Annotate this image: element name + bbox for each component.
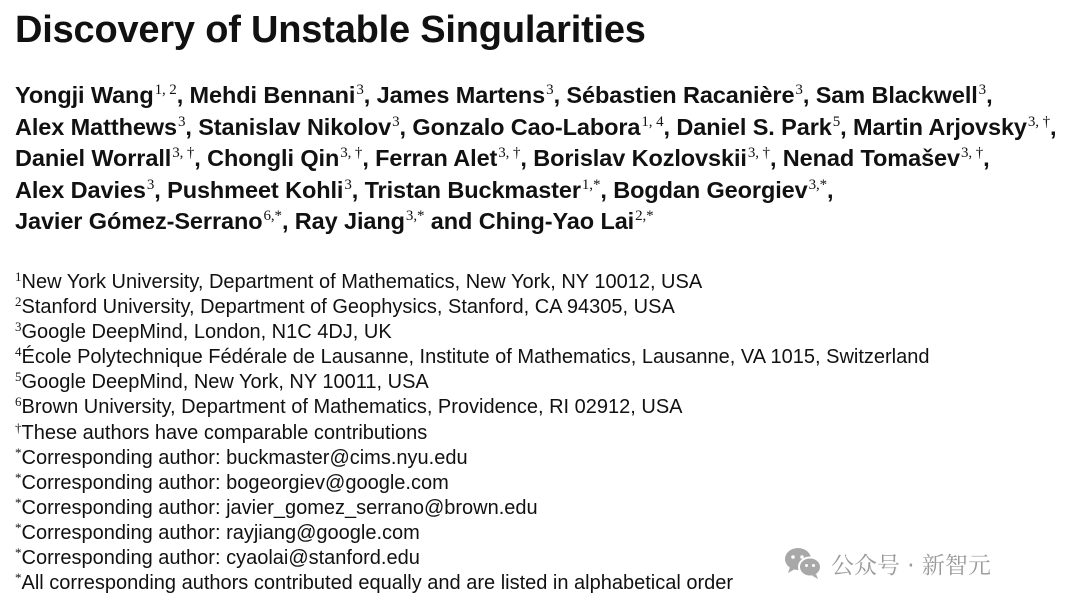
affiliation-line bbox=[15, 370, 929, 395]
affiliation-text: These authors have comparable contributions bbox=[21, 421, 428, 444]
affiliation-line bbox=[15, 471, 929, 496]
author-affiliation-marker: 3, † bbox=[172, 145, 195, 161]
affiliation-marker: * bbox=[15, 545, 22, 561]
author-separator: , bbox=[983, 145, 990, 171]
author-separator: and bbox=[424, 208, 479, 234]
affiliation-line bbox=[15, 446, 929, 471]
author-affiliation-marker: 3, † bbox=[498, 145, 521, 161]
author-affiliation-marker: 3 bbox=[146, 176, 155, 193]
author-name-text: Ray Jiang bbox=[294, 208, 405, 234]
author-name bbox=[566, 82, 815, 108]
author-separator: , bbox=[154, 176, 168, 203]
author-affiliation-marker: 5 bbox=[832, 113, 841, 130]
author-name bbox=[816, 82, 993, 108]
author-separator: , bbox=[363, 82, 377, 108]
author-name-text: Javier Gómez-Serrano bbox=[15, 208, 263, 234]
author-affiliation-marker: 2,* bbox=[635, 208, 654, 224]
author-name-text: Pushmeet Kohli bbox=[167, 176, 344, 203]
affiliation-marker: 3 bbox=[15, 319, 22, 335]
author-separator: , bbox=[986, 82, 993, 108]
affiliation-marker: * bbox=[15, 469, 22, 485]
author-name-text: Borislav Kozlovskii bbox=[533, 145, 747, 171]
author-name bbox=[613, 177, 833, 203]
affiliation-text: Stanford University, Department of Geophysics, Stanford, CA 94305, USA bbox=[21, 296, 675, 319]
author-name-text: Stanislav Nikolov bbox=[198, 113, 392, 140]
author-name bbox=[365, 177, 614, 203]
author-separator: , bbox=[176, 82, 190, 108]
affiliation-marker: 5 bbox=[15, 369, 22, 385]
affiliation-line bbox=[15, 270, 929, 295]
affiliation-text: Corresponding author: rayjiang@google.com bbox=[21, 521, 420, 544]
affiliation-marker: 4 bbox=[15, 344, 22, 360]
author-name bbox=[190, 82, 377, 108]
author-name-text: Mehdi Bennani bbox=[189, 82, 356, 108]
affiliation-text: Corresponding author: cyaolai@stanford.edu bbox=[21, 547, 420, 570]
author-name-text: Nenad Tomašev bbox=[782, 145, 960, 171]
affiliation-line bbox=[15, 521, 929, 546]
author-separator: , bbox=[840, 113, 853, 140]
author-affiliation-marker: 3,* bbox=[405, 208, 425, 224]
author-separator: , bbox=[663, 113, 677, 140]
author-name-text: Alex Davies bbox=[15, 176, 146, 203]
author-separator: , bbox=[600, 176, 614, 203]
affiliation-marker: 1 bbox=[15, 269, 22, 284]
affiliation-marker: * bbox=[15, 519, 22, 535]
author-affiliation-marker: 1, 4 bbox=[641, 113, 664, 130]
author-name-text: Chongli Qin bbox=[207, 145, 340, 171]
author-name-text: Yongji Wang bbox=[15, 82, 154, 108]
author-name bbox=[15, 177, 167, 203]
author-name bbox=[15, 114, 198, 140]
author-name bbox=[412, 114, 676, 140]
affiliation-line bbox=[15, 320, 929, 345]
author-affiliation-marker: 3, † bbox=[1027, 113, 1051, 130]
author-name bbox=[479, 208, 654, 234]
affiliation-marker: * bbox=[15, 570, 22, 586]
author-separator: , bbox=[769, 145, 783, 171]
author-name bbox=[15, 145, 207, 171]
author-affiliation-marker: 1, 2 bbox=[154, 82, 177, 98]
affiliation-line bbox=[15, 345, 929, 370]
watermark bbox=[783, 546, 991, 580]
author-affiliation-marker: 3 bbox=[356, 82, 364, 98]
author-name-text: Alex Matthews bbox=[15, 113, 177, 140]
author-name bbox=[207, 145, 375, 171]
author-name bbox=[15, 82, 190, 108]
affiliation-marker: * bbox=[15, 444, 22, 460]
author-separator: , bbox=[1050, 113, 1057, 140]
author-name-text: Sam Blackwell bbox=[815, 82, 978, 108]
author-affiliation-marker: 3 bbox=[177, 113, 186, 130]
author-name bbox=[15, 208, 295, 234]
author-name bbox=[375, 145, 533, 171]
watermark-text: 公众号 · 新智元 bbox=[831, 552, 991, 579]
author-affiliation-marker: 3 bbox=[392, 113, 400, 130]
author-affiliation-marker: 3 bbox=[795, 82, 803, 98]
author-affiliation-marker: 3, † bbox=[747, 145, 770, 161]
affiliation-line bbox=[15, 395, 929, 420]
affiliation-text: Corresponding author: javier_gomez_serrano@brown.edu bbox=[21, 496, 538, 519]
author-separator: , bbox=[281, 208, 295, 234]
author-list bbox=[15, 80, 1075, 238]
author-separator: , bbox=[553, 82, 567, 108]
author-name-text: Bogdan Georgiev bbox=[613, 176, 808, 203]
author-affiliation-marker: 3 bbox=[344, 176, 352, 193]
author-name-text: Daniel Worrall bbox=[15, 145, 172, 171]
author-affiliation-marker: 3,* bbox=[808, 176, 828, 193]
author-name-text: Tristan Buckmaster bbox=[364, 176, 581, 203]
affiliation-marker: 2 bbox=[15, 294, 22, 310]
author-name-text: Ching-Yao Lai bbox=[478, 208, 635, 234]
author-name bbox=[783, 145, 990, 171]
author-affiliation-marker: 3, † bbox=[961, 145, 984, 161]
affiliation-marker: 6 bbox=[15, 394, 22, 410]
affiliation-text: École Polytechnique Fédérale de Lausanne, Institute of Mathematics, Lausanne, VA 1015, Switzerland bbox=[21, 346, 930, 369]
wechat-icon bbox=[783, 546, 823, 580]
paper-title: Discovery of Unstable Singularities bbox=[15, 9, 646, 51]
affiliation-text: Corresponding author: bogeorgiev@google.com bbox=[21, 471, 449, 494]
affiliation-line bbox=[15, 421, 929, 446]
author-affiliation-marker: 3 bbox=[978, 82, 987, 98]
author-name bbox=[533, 145, 783, 171]
author-separator: , bbox=[399, 113, 413, 140]
author-affiliation-marker: 3 bbox=[546, 82, 554, 98]
author-separator: , bbox=[362, 145, 376, 171]
author-name-text: Daniel S. Park bbox=[676, 113, 832, 140]
author-name-text: Ferran Alet bbox=[375, 145, 498, 171]
author-name bbox=[676, 114, 853, 140]
author-name-text: Martin Arjovsky bbox=[852, 113, 1027, 140]
author-name bbox=[167, 177, 364, 203]
affiliation-line bbox=[15, 295, 929, 320]
author-name-text: James Martens bbox=[376, 82, 546, 108]
author-separator: , bbox=[194, 145, 208, 171]
author-name bbox=[198, 114, 412, 140]
author-name bbox=[377, 82, 567, 108]
affiliation-text: Brown University, Department of Mathematics, Providence, RI 02912, USA bbox=[21, 396, 683, 419]
author-separator: , bbox=[802, 82, 816, 108]
author-name bbox=[853, 114, 1056, 140]
author-affiliation-marker: 3, † bbox=[340, 145, 363, 161]
author-name-text: Sébastien Racanière bbox=[566, 82, 795, 108]
author-affiliation-marker: 1,* bbox=[581, 176, 601, 193]
author-separator: , bbox=[520, 145, 534, 171]
affiliation-text: Google DeepMind, New York, NY 10011, USA bbox=[21, 371, 429, 394]
author-name bbox=[295, 208, 479, 234]
author-separator: , bbox=[185, 113, 199, 140]
author-affiliation-marker: 6,* bbox=[263, 208, 282, 224]
author-separator: , bbox=[827, 176, 834, 203]
affiliation-text: New York University, Department of Mathematics, New York, NY 10012, USA bbox=[21, 271, 703, 293]
author-separator: , bbox=[351, 176, 365, 203]
affiliation-marker: * bbox=[15, 494, 22, 510]
affiliation-text: Google DeepMind, London, N1C 4DJ, UK bbox=[21, 321, 392, 344]
affiliation-line bbox=[15, 496, 929, 521]
affiliation-text: Corresponding author: buckmaster@cims.nyu.edu bbox=[21, 446, 468, 469]
author-name-text: Gonzalo Cao-Labora bbox=[412, 113, 641, 140]
affiliation-marker: † bbox=[15, 419, 22, 435]
affiliation-text: All corresponding authors contributed equally and are listed in alphabetical order bbox=[21, 572, 734, 595]
